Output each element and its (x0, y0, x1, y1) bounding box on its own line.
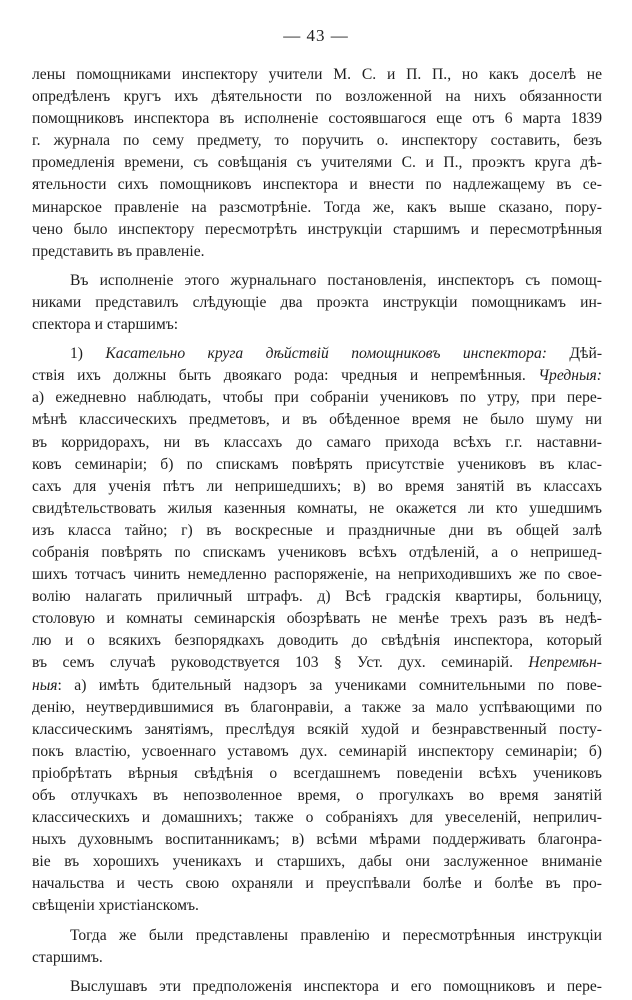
italic-term: ныя (32, 676, 58, 694)
text-line (32, 675, 602, 697)
text-line: собранія повѣрять по спискамъ учениковъ всѣхъ отдѣленій, а о непришед- (32, 543, 602, 561)
paragraph-5 (32, 976, 602, 998)
text-line: віе въ хорошихъ ученикахъ и старшихъ, дабы они заслуженное вниманіе (32, 853, 602, 871)
text-line (32, 365, 602, 387)
text-line: помощниковъ инспектора въ исполненіе состоявшагося еще отъ 6 марта 1839 (32, 110, 602, 128)
text-line: минарское правленіе на разсмотрѣніе. Тогда же, какъ выше сказано, пору- (32, 198, 602, 216)
text-line: начальства и честь свою охраняли и преуспѣвали болѣе и болѣе въ про- (32, 875, 602, 893)
text-line: лю и о всякихъ безпорядкахъ доводить до свѣдѣнія инспектора, который (32, 632, 602, 650)
text-line: ковъ семинаріи; б) по спискамъ повѣрять присутствіе учениковъ въ клас- (32, 455, 602, 473)
text-line: представить въ правленіе. (32, 242, 205, 260)
text-line (32, 343, 602, 365)
text-line: промедленія времени, съ совѣщанія съ учителями С. и П., проэктъ круга дѣ- (32, 154, 602, 172)
text-line: чено было инспектору пересмотрѣть инструкціи старшимъ и пересмотрѣнныя (32, 220, 602, 238)
text-span: : а) имѣть бдительный надзоръ за учениками сомнительными по пове- (57, 676, 602, 694)
text-line (32, 652, 602, 674)
text-line: сахъ для ученія пѣтъ ли непришедшихъ; в) во время занятій въ классахъ (32, 477, 602, 495)
text-line: классическихъ и домашнихъ; также о собраніяхъ для увеселеній, неприлич- (32, 809, 602, 827)
text-line: денію, неутвердившимися въ благонравіи, а также за мало успѣвающими по (32, 698, 602, 716)
text-line: въ корридорахъ, ни въ классахъ до самаго прихода всѣхъ г.г. наставни- (32, 433, 602, 451)
text-line: Въ исполненіе этого журнальнаго постановленія, инспекторъ съ помощ- (70, 271, 602, 289)
text-line: мѣнѣ классическихъ предметовъ, и въ обѣденное время не было шуму ни (32, 411, 602, 429)
text-line: изъ класса тайно; г) въ воскресные и праздничные дни въ общей залѣ (32, 521, 602, 539)
text-line: г. журнала по сему предмету, то поручить о. инспектору составить, безъ (32, 132, 602, 150)
text-line: ныхъ духовнымъ воспитанникамъ; в) всѣми мѣрами поддерживать благонра- (32, 831, 602, 849)
paragraph-3 (32, 343, 602, 917)
italic-heading: Касательно круга дѣйствій помощниковъ инспектора: (105, 345, 547, 363)
text-line: спектора и старшимъ: (32, 316, 179, 334)
text-line: классическимъ занятіямъ, преслѣдуя всякій худой и безнравственный посту- (32, 720, 602, 738)
text-line: а) ежедневно наблюдать, чтобы при собраніи учениковъ по утру, при пере- (32, 389, 602, 407)
text-line: пріобрѣтать вѣрныя свѣдѣнія о всегдашнемъ поведеніи всѣхъ учениковъ (32, 764, 602, 782)
paragraph-1 (32, 64, 602, 263)
text-span: Дѣй- (546, 345, 603, 363)
italic-term: Непремѣн- (528, 654, 602, 672)
text-line: лены помощниками инспектору учители М. С. и П. П., но какъ доселѣ не (32, 66, 602, 83)
italic-term: Чредныя: (538, 367, 602, 385)
paragraph-4 (32, 925, 602, 969)
text-span: 1) (70, 345, 106, 363)
text-span: въ семъ случаѣ руководствуется 103 § Уст. дух. семинарій. (32, 654, 529, 672)
text-line: свидѣтельствовать жилыя казенныя комнаты, не окажется ли кто ушедшимъ (32, 499, 602, 517)
text-line: опредѣленъ кругъ ихъ дѣятельности по возложенной на нихъ обязанности (32, 88, 602, 106)
text-line: ятельности сихъ помощниковъ инспектора и внести по надлежащему въ се- (32, 176, 602, 194)
text-span: ствія ихъ должны быть двоякаго рода: чредныя и непремѣнныя. (32, 367, 539, 385)
body-text (32, 64, 602, 998)
text-line: никами представилъ слѣдующіе два проэкта инструкціи помощникамъ ин- (32, 293, 602, 311)
text-line: Выслушавъ эти предположенія инспектора и его помощниковъ и пере- (70, 977, 602, 995)
text-line: шихъ тотчасъ чинить немедленно распоряженіе, на неприходившихъ же по свое- (32, 566, 602, 584)
text-line: Тогда же были представлены правленію и пересмотрѣнныя инструкціи (70, 926, 602, 944)
text-line: покъ властію, усвоеннаго уставомъ дух. семинарій инспектору семинаріи; б) (32, 742, 602, 760)
text-line: свѣщеніи христіанскомъ. (32, 897, 199, 915)
page-number: — 43 — (283, 26, 349, 45)
text-line: старшимъ. (32, 948, 103, 966)
paragraph-2 (32, 270, 602, 336)
text-line: волію налагать приличный штрафъ. д) Всѣ градскія квартиры, больницу, (32, 588, 602, 606)
text-line: объ отлучкахъ въ непозволенное время, о прогулкахъ во время занятій (32, 787, 602, 804)
text-line: столовую и комнаты семинарскія обозрѣвать не менѣе трехъ разъ въ недѣ- (32, 610, 602, 628)
